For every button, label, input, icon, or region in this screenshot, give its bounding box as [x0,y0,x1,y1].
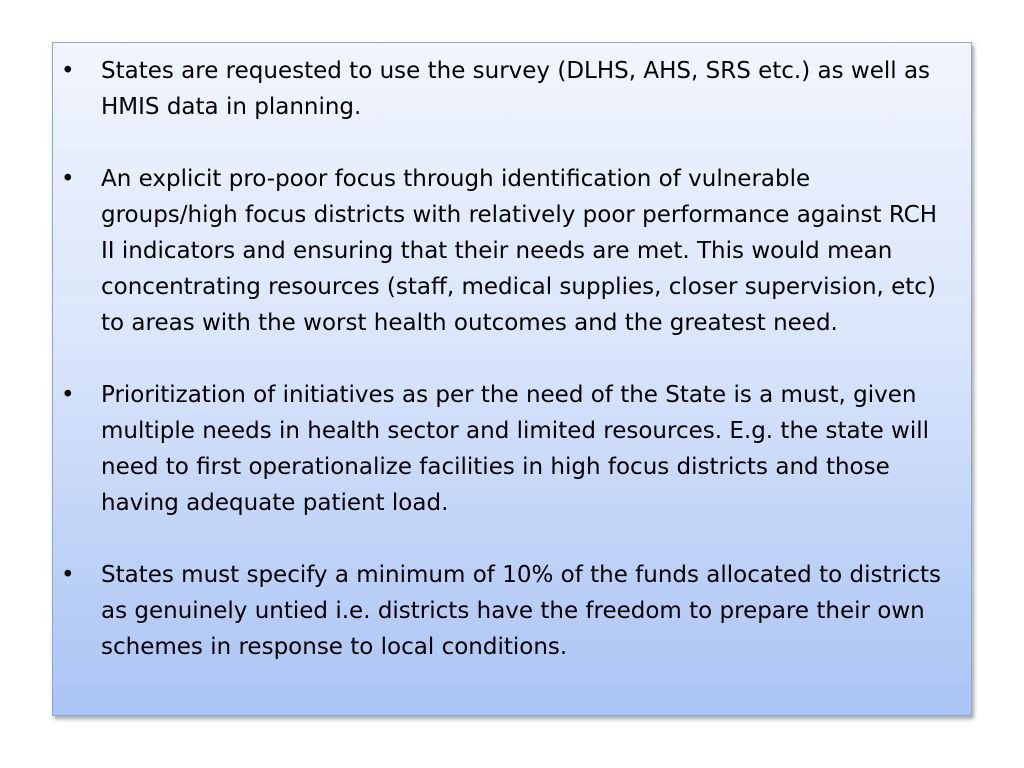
bullet-text: States are requested to use the survey (DLHS, AHS, SRS etc.) as well as HMIS data in planning. [101,58,931,120]
bullet-item-untied-funds [61,557,951,665]
content-text-box [52,42,972,716]
bullet-icon: • [61,562,75,588]
bullet-item-prioritization [61,377,951,521]
bullet-item-pro-poor-focus [61,161,951,341]
bullet-text: An explicit pro-poor focus through identification of vulnerable groups/high focus districts with relatively poor performance against RCH II indicators and ensuring that their needs are met. This would mean concentrating resources (staff, medical supplies, closer supervision, etc) to areas with the worst health outcomes and the greatest need. [101,166,938,336]
bullet-icon: • [61,166,75,192]
bullet-item-survey-data [61,53,951,125]
bullet-text: States must specify a minimum of 10% of the funds allocated to districts as genuinely untied i.e. districts have the freedom to prepare their own schemes in response to local conditions. [101,562,941,660]
bullet-text: Prioritization of initiatives as per the need of the State is a must, given multiple needs in health sector and limited resources. E.g. the state will need to first operationalize facilities in high focus districts and those having adequate patient load. [101,382,930,516]
bullet-list [61,53,951,665]
bullet-icon: • [61,58,75,84]
bullet-icon: • [61,382,75,408]
